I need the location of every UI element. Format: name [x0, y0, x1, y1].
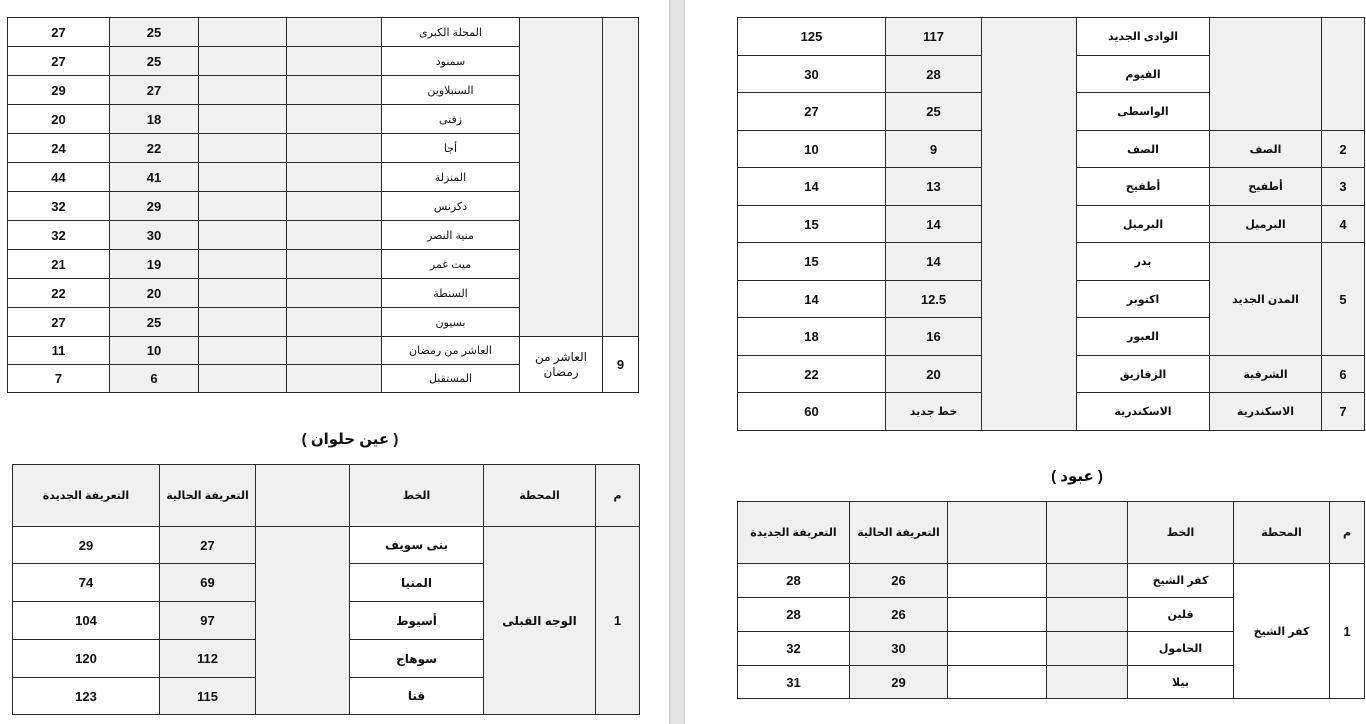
- header-station: المحطة: [484, 465, 596, 527]
- blank-cell: [199, 18, 287, 47]
- station-number-cell: 6: [1322, 356, 1365, 393]
- line-name-cell: المنيا: [350, 564, 484, 602]
- blank-cell: [1047, 632, 1128, 666]
- table-row: [738, 18, 1365, 56]
- left-top-fare-table: [7, 17, 640, 393]
- station-name-cell: [520, 18, 603, 337]
- blank-cell: [199, 105, 287, 134]
- new-fare-cell: 18: [738, 318, 886, 356]
- new-fare-cell: 15: [738, 243, 886, 281]
- blank-cell: [287, 337, 382, 365]
- blank-cell: [199, 76, 287, 105]
- line-name-cell: أطفيح: [1077, 168, 1210, 206]
- current-fare-cell: خط جديد: [886, 393, 982, 431]
- new-fare-cell: 10: [738, 131, 886, 168]
- blank-cell: [287, 279, 382, 308]
- current-fare-cell: 19: [110, 250, 199, 279]
- blank-cell: [199, 163, 287, 192]
- new-fare-cell: 74: [13, 564, 160, 602]
- line-name-cell: السنبلاوين: [382, 76, 520, 105]
- station-number-cell: 3: [1322, 168, 1365, 206]
- current-fare-cell: 30: [850, 632, 948, 666]
- blank-cell: [948, 564, 1047, 598]
- blank-cell: [287, 163, 382, 192]
- station-number-cell: [603, 18, 639, 337]
- station-number-cell: 4: [1322, 206, 1365, 243]
- station-number-cell: [1322, 18, 1365, 131]
- blank-cell: [256, 527, 350, 715]
- current-fare-cell: 6: [110, 365, 199, 393]
- new-fare-cell: 60: [738, 393, 886, 431]
- table-row: [8, 18, 640, 47]
- line-name-cell: قنا: [350, 678, 484, 715]
- new-fare-cell: 32: [738, 632, 850, 666]
- new-fare-cell: 31: [738, 666, 850, 699]
- line-name-cell: الاسكندرية: [1077, 393, 1210, 431]
- current-fare-cell: 18: [110, 105, 199, 134]
- blank-cell: [287, 105, 382, 134]
- new-fare-cell: 123: [13, 678, 160, 715]
- current-fare-cell: 20: [110, 279, 199, 308]
- blank-cell: [287, 221, 382, 250]
- line-name-cell: منية النصر: [382, 221, 520, 250]
- line-name-cell: أجا: [382, 134, 520, 163]
- line-name-cell: السنطة: [382, 279, 520, 308]
- new-fare-cell: 125: [738, 18, 886, 56]
- current-fare-cell: 115: [160, 678, 256, 715]
- blank-cell: [287, 47, 382, 76]
- new-fare-cell: 27: [8, 47, 110, 76]
- line-name-cell: العاشر من رمضان: [382, 337, 520, 365]
- current-fare-cell: 20: [886, 356, 982, 393]
- current-fare-cell: 25: [110, 308, 199, 337]
- station-name-cell: البرميل: [1210, 206, 1322, 243]
- line-name-cell: الواسطى: [1077, 93, 1210, 131]
- new-fare-cell: 28: [738, 598, 850, 632]
- station-name-cell: الصف: [1210, 131, 1322, 168]
- blank-cell: [199, 250, 287, 279]
- blank-cell: [982, 18, 1077, 431]
- station-name-cell: الشرقية: [1210, 356, 1322, 393]
- current-fare-cell: 27: [110, 76, 199, 105]
- blank-cell: [287, 18, 382, 47]
- header-line: الخط: [350, 465, 484, 527]
- blank-cell: [199, 192, 287, 221]
- line-name-cell: المنزلة: [382, 163, 520, 192]
- current-fare-cell: 12.5: [886, 281, 982, 318]
- blank-cell: [287, 134, 382, 163]
- table-row: [13, 527, 640, 564]
- new-fare-cell: 15: [738, 206, 886, 243]
- current-fare-cell: 29: [850, 666, 948, 699]
- new-fare-cell: 29: [8, 76, 110, 105]
- station-name-cell: الاسكندرية: [1210, 393, 1322, 431]
- station-number-cell: 2: [1322, 131, 1365, 168]
- blank-cell: [287, 250, 382, 279]
- line-name-cell: زفتى: [382, 105, 520, 134]
- line-name-cell: الزقازيق: [1077, 356, 1210, 393]
- header-station: المحطة: [1234, 502, 1330, 564]
- line-name-cell: بسيون: [382, 308, 520, 337]
- new-fare-cell: 104: [13, 602, 160, 640]
- left-bottom-fare-table: [12, 464, 640, 715]
- station-number-cell: 9: [603, 337, 639, 393]
- current-fare-cell: 14: [886, 243, 982, 281]
- current-fare-cell: 25: [110, 18, 199, 47]
- new-fare-cell: 20: [8, 105, 110, 134]
- line-name-cell: قلين: [1128, 598, 1234, 632]
- table-header-row: [738, 502, 1365, 564]
- line-name-cell: أسيوط: [350, 602, 484, 640]
- header-current-fare: التعريفة الحالية: [850, 502, 948, 564]
- line-name-cell: سوهاج: [350, 640, 484, 678]
- header-new-fare: التعريفة الجديدة: [13, 465, 160, 527]
- line-name-cell: دكرنس: [382, 192, 520, 221]
- blank-cell: [1047, 666, 1128, 699]
- current-fare-cell: 112: [160, 640, 256, 678]
- station-name-cell: المدن الجديد: [1210, 243, 1322, 356]
- line-name-cell: المحلة الكبرى: [382, 18, 520, 47]
- current-fare-cell: 25: [886, 93, 982, 131]
- current-fare-cell: 14: [886, 206, 982, 243]
- current-fare-cell: 25: [110, 47, 199, 76]
- current-fare-cell: 41: [110, 163, 199, 192]
- blank-cell: [1047, 564, 1128, 598]
- station-name-cell: الوجه القبلى: [484, 527, 596, 715]
- header-blank: [948, 502, 1047, 564]
- table-header-row: [13, 465, 640, 527]
- blank-cell: [199, 308, 287, 337]
- new-fare-cell: 22: [738, 356, 886, 393]
- current-fare-cell: 26: [850, 598, 948, 632]
- line-name-cell: الصف: [1077, 131, 1210, 168]
- new-fare-cell: 21: [8, 250, 110, 279]
- header-number: م: [596, 465, 640, 527]
- line-name-cell: بيلا: [1128, 666, 1234, 699]
- blank-cell: [948, 632, 1047, 666]
- current-fare-cell: 28: [886, 56, 982, 93]
- station-name-cell: أطفيح: [1210, 168, 1322, 206]
- current-fare-cell: 117: [886, 18, 982, 56]
- header-line: الخط: [1128, 502, 1234, 564]
- new-fare-cell: 32: [8, 221, 110, 250]
- blank-cell: [199, 337, 287, 365]
- table-row: [738, 564, 1365, 598]
- line-name-cell: الفيوم: [1077, 56, 1210, 93]
- header-new-fare: التعريفة الجديدة: [738, 502, 850, 564]
- new-fare-cell: 11: [8, 337, 110, 365]
- new-fare-cell: 120: [13, 640, 160, 678]
- current-fare-cell: 97: [160, 602, 256, 640]
- current-fare-cell: 10: [110, 337, 199, 365]
- line-name-cell: العبور: [1077, 318, 1210, 356]
- blank-cell: [199, 279, 287, 308]
- new-fare-cell: 32: [8, 192, 110, 221]
- blank-cell: [287, 192, 382, 221]
- section-caption-ain-helwan: ( عين حلوان ): [301, 431, 399, 448]
- new-fare-cell: 27: [8, 18, 110, 47]
- station-name-cell: العاشر من رمضان: [520, 337, 603, 393]
- new-fare-cell: 22: [8, 279, 110, 308]
- blank-cell: [199, 221, 287, 250]
- new-fare-cell: 7: [8, 365, 110, 393]
- station-number-cell: 7: [1322, 393, 1365, 431]
- new-fare-cell: 44: [8, 163, 110, 192]
- blank-cell: [287, 365, 382, 393]
- line-name-cell: بنى سويف: [350, 527, 484, 564]
- new-fare-cell: 27: [738, 93, 886, 131]
- new-fare-cell: 27: [8, 308, 110, 337]
- line-name-cell: سمنود: [382, 47, 520, 76]
- header-number: م: [1330, 502, 1365, 564]
- line-name-cell: كفر الشيخ: [1128, 564, 1234, 598]
- line-name-cell: ميت غمر: [382, 250, 520, 279]
- station-number-cell: 1: [596, 527, 640, 715]
- current-fare-cell: 9: [886, 131, 982, 168]
- blank-cell: [948, 666, 1047, 699]
- new-fare-cell: 14: [738, 281, 886, 318]
- line-name-cell: اكتوبر: [1077, 281, 1210, 318]
- station-name-cell: [1210, 18, 1322, 131]
- blank-cell: [287, 76, 382, 105]
- current-fare-cell: 30: [110, 221, 199, 250]
- current-fare-cell: 22: [110, 134, 199, 163]
- new-fare-cell: 30: [738, 56, 886, 93]
- header-blank: [1047, 502, 1128, 564]
- current-fare-cell: 29: [110, 192, 199, 221]
- new-fare-cell: 24: [8, 134, 110, 163]
- new-fare-cell: 28: [738, 564, 850, 598]
- blank-cell: [948, 598, 1047, 632]
- station-name-cell: كفر الشيخ: [1234, 564, 1330, 699]
- station-number-cell: 1: [1330, 564, 1365, 699]
- new-fare-cell: 29: [13, 527, 160, 564]
- station-number-cell: 5: [1322, 243, 1365, 356]
- blank-cell: [199, 47, 287, 76]
- line-name-cell: المستقبل: [382, 365, 520, 393]
- current-fare-cell: 16: [886, 318, 982, 356]
- blank-cell: [199, 134, 287, 163]
- current-fare-cell: 13: [886, 168, 982, 206]
- current-fare-cell: 69: [160, 564, 256, 602]
- line-name-cell: بدر: [1077, 243, 1210, 281]
- section-caption-abboud: ( عبود ): [1051, 468, 1103, 485]
- right-top-fare-table: [737, 17, 1365, 431]
- header-current-fare: التعريفة الحالية: [160, 465, 256, 527]
- line-name-cell: الحامول: [1128, 632, 1234, 666]
- current-fare-cell: 26: [850, 564, 948, 598]
- header-blank: [256, 465, 350, 527]
- line-name-cell: الوادى الجديد: [1077, 18, 1210, 56]
- right-bottom-fare-table: [737, 501, 1365, 699]
- new-fare-cell: 14: [738, 168, 886, 206]
- current-fare-cell: 27: [160, 527, 256, 564]
- blank-cell: [287, 308, 382, 337]
- line-name-cell: البرميل: [1077, 206, 1210, 243]
- blank-cell: [1047, 598, 1128, 632]
- table-row: [8, 337, 640, 365]
- blank-cell: [199, 365, 287, 393]
- page-gutter: [669, 0, 685, 724]
